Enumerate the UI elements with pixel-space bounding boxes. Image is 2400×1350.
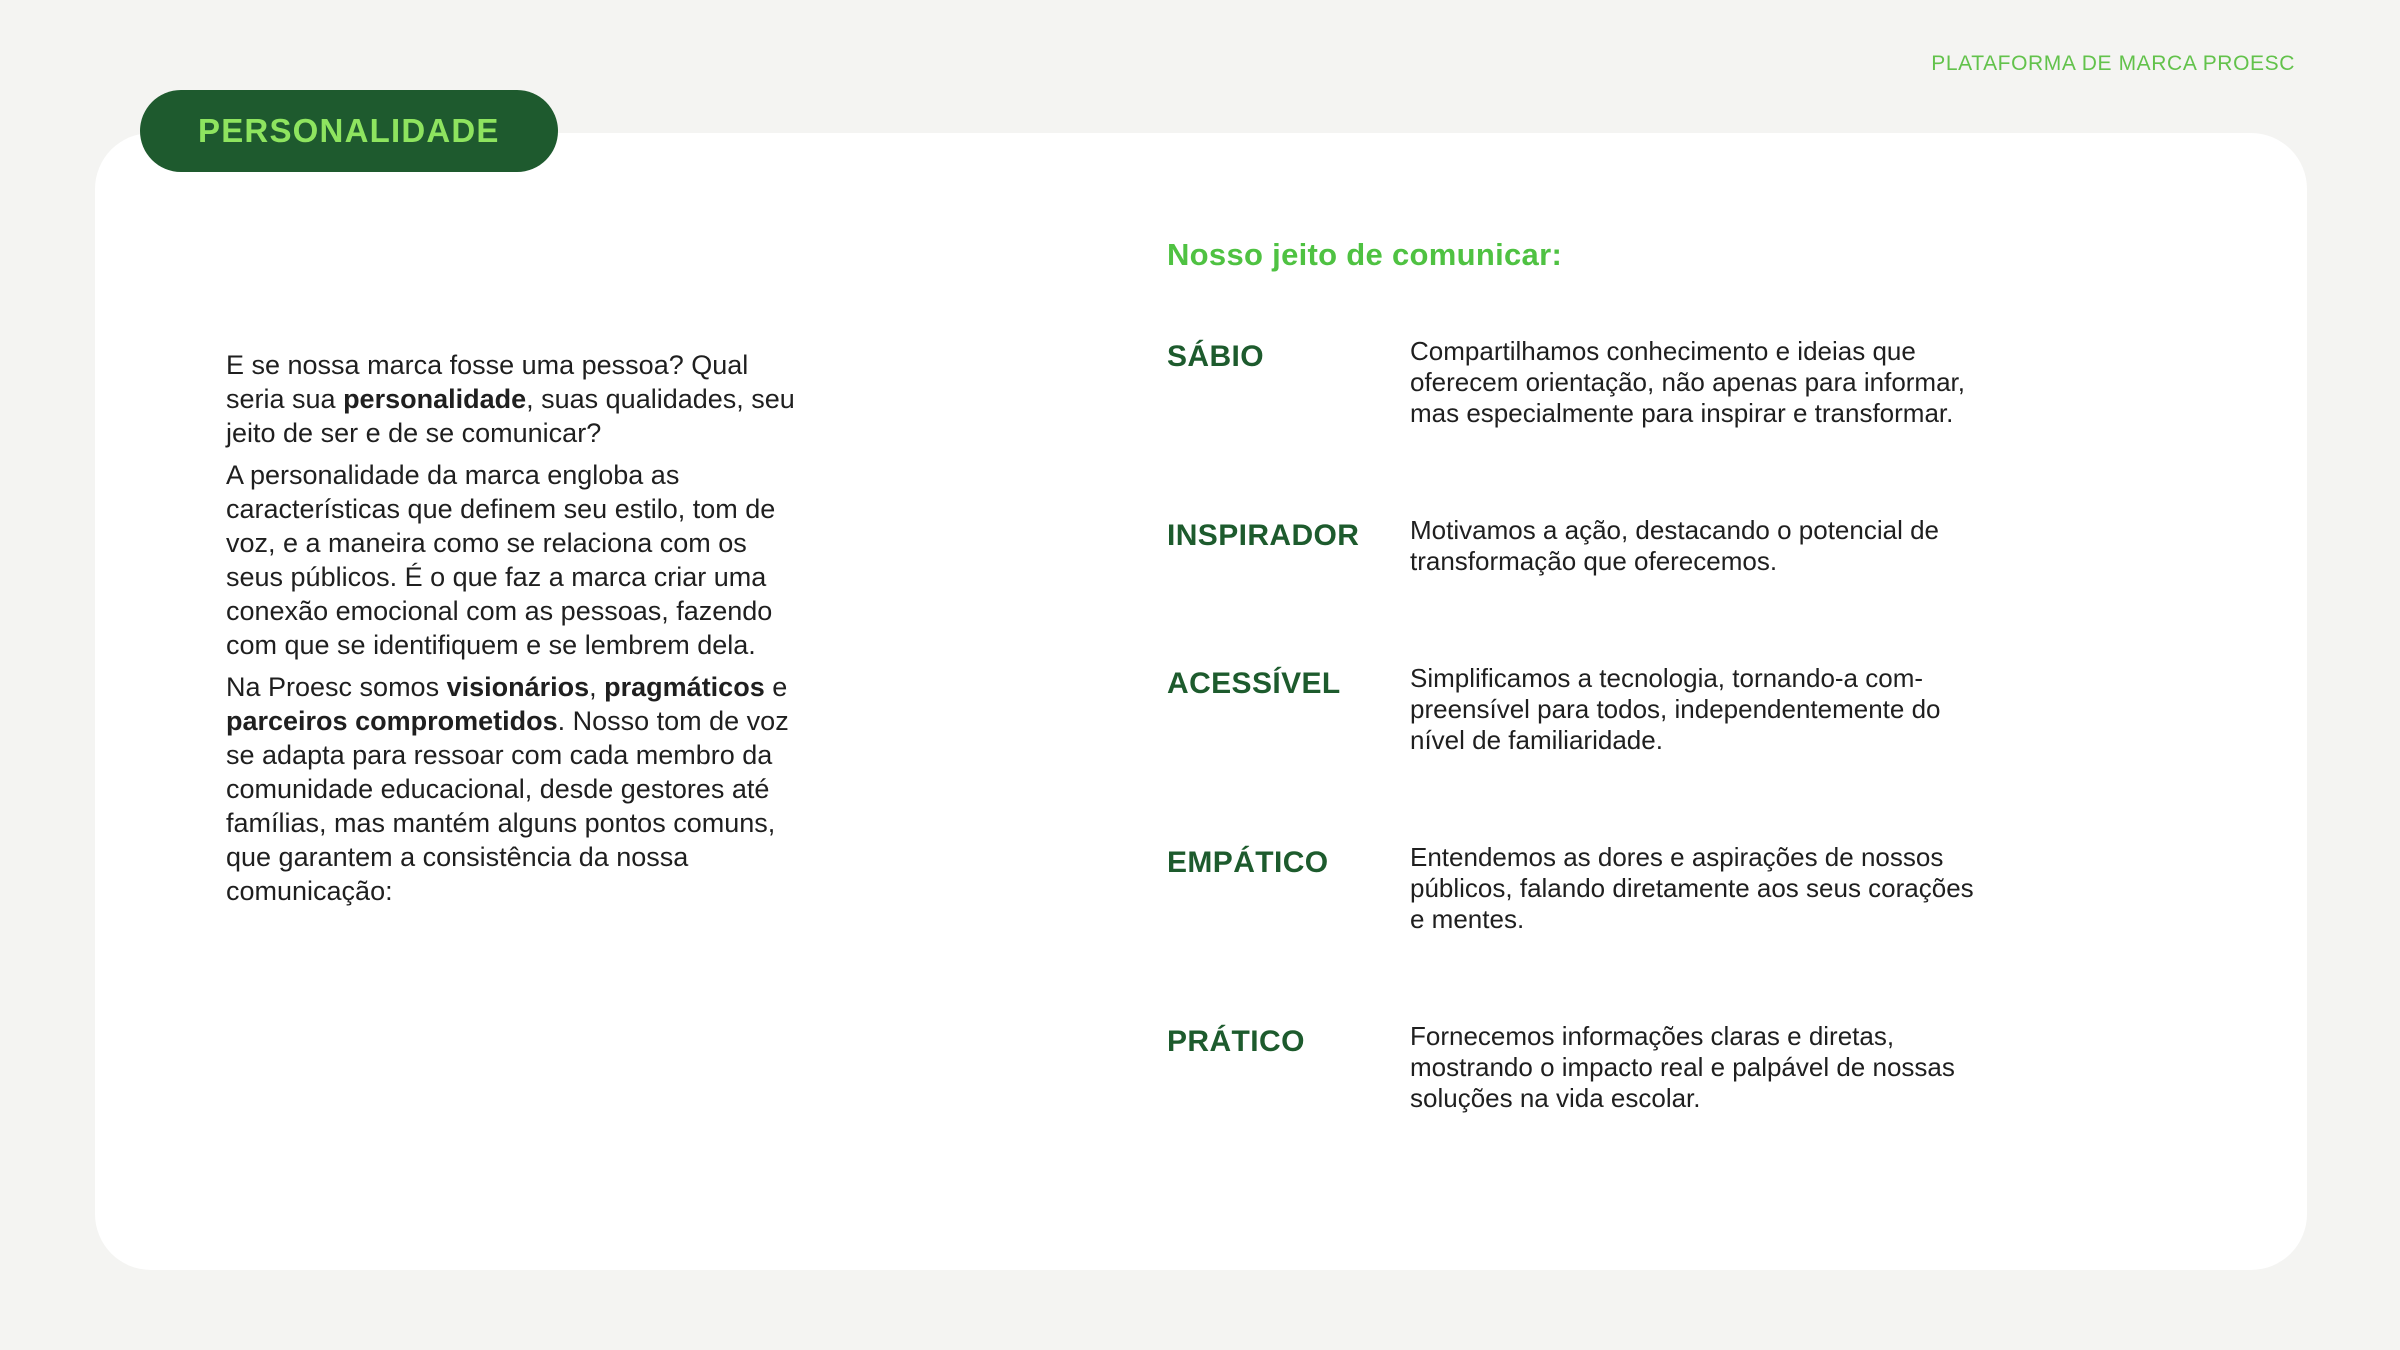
communication-item-label: ACESSÍVEL (1167, 667, 1341, 700)
communication-item (1167, 663, 1997, 756)
communication-item-label: INSPIRADOR (1167, 519, 1360, 552)
communication-item (1167, 336, 1997, 429)
intro-paragraph (226, 348, 804, 450)
communication-item-label: EMPÁTICO (1167, 846, 1329, 879)
communication-item-description: Compartilhamos conhecimento e ideias que oferecem orientação, não apenas para informar, mas especialmente para inspirar e transformar. (1410, 336, 1966, 428)
intro-regular-text: e (764, 672, 788, 702)
intro-bold-text: pragmáticos (604, 672, 765, 702)
intro-regular-text: E se nossa marca fosse uma pessoa? Qual seria sua (226, 350, 749, 414)
communication-item-description: Simplificamos a tecnologia, tornando-a com-preensível para todos, independentemente do nível de familiaridade. (1410, 663, 1941, 755)
intro-paragraph (226, 458, 804, 662)
communication-list (1167, 336, 1997, 1114)
communication-item (1167, 1021, 1997, 1114)
intro-bold-text: visionários (446, 672, 590, 702)
communication-item-description: Motivamos a ação, destacando o potencial de transformação que oferecemos. (1410, 515, 1940, 576)
intro-regular-text: Na Proesc somos (226, 672, 447, 702)
intro-bold-text: personalidade (343, 384, 527, 414)
intro-regular-text: A personalidade da marca engloba as características que definem seu estilo, tom de voz, e a maneira como se relaciona com os seus públicos. É o que faz a marca criar uma conexão emocional com as pessoas, fazendo com que se identifiquem e se lembrem dela. (226, 460, 776, 660)
communication-item (1167, 842, 1997, 935)
intro-bold-text: parceiros comprometidos (226, 706, 558, 736)
personalidade-badge (140, 90, 558, 172)
communication-item-description: Entendemos as dores e aspirações de nossos públicos, falando diretamente aos seus corações e mentes. (1410, 842, 1974, 934)
communication-item-label: PRÁTICO (1167, 1025, 1305, 1058)
intro-regular-text: , suas qualidades, seu jeito de ser e de se comunicar? (226, 384, 795, 448)
communication-heading: Nosso jeito de comunicar: (1167, 237, 1563, 272)
intro-text (226, 348, 804, 908)
page-title: PLATAFORMA DE MARCA PROESC (1931, 52, 2295, 75)
communication-item (1167, 515, 1997, 577)
intro-regular-text: , (589, 672, 605, 702)
intro-regular-text: . Nosso tom de voz se adapta para ressoar com cada membro da comunidade educacional, desde gestores até famílias, mas mantém alguns pontos comuns, que garantem a consistência da nossa comunicação: (226, 706, 789, 906)
personalidade-badge-label: PERSONALIDADE (198, 112, 500, 149)
intro-paragraph (226, 670, 804, 908)
communication-item-description: Fornecemos informações claras e diretas, mostrando o impacto real e palpável de nossas soluções na vida escolar. (1410, 1021, 1955, 1113)
communication-item-label: SÁBIO (1167, 340, 1265, 373)
